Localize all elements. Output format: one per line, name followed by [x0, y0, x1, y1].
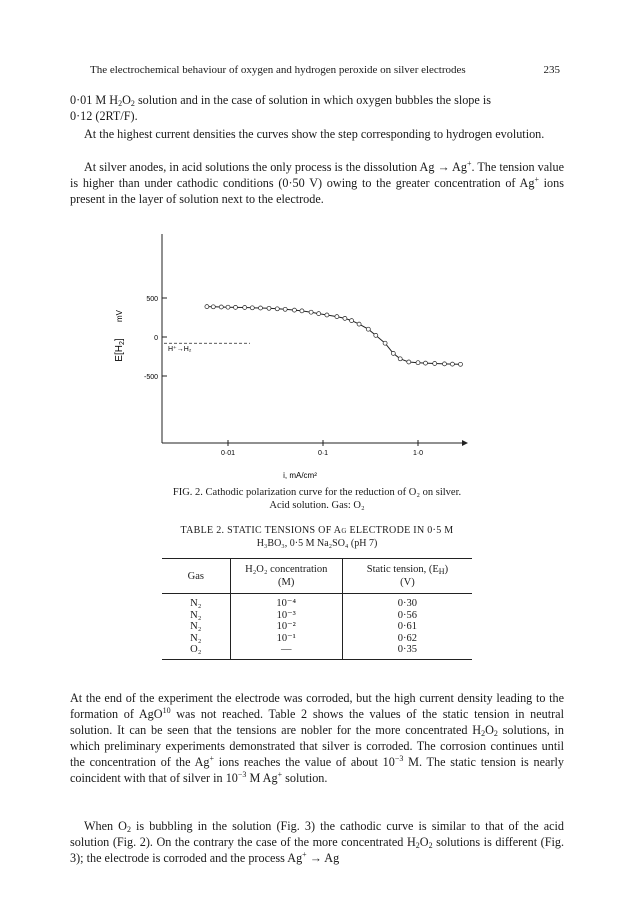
- figure-caption: [70, 486, 564, 512]
- paragraph-4: At the end of the experiment the electrode was corroded, but the high current density leading to the formation of AgO$^{10}$ was not reached. Table 2 shows the values of the static tension in neutral solution. It can be seen that the tensions are nobler for the more concentrated $H_2O_2$ solutions, in which preliminary experiments demonstrated that silver is corroded. The corrosion continues until the concentration of the Ag+ ions reaches the value of about $10^{-3}$ M. The static tension is nearly coincident with that of silver in $10^{-3}$ M Ag+ solution.: [70, 691, 564, 785]
- paragraph-5: When $O_2$ is bubbling in the solution (Fig. 3) the cathodic curve is similar to that of the acid solution (Fig. 2). On the contrary the case of the more concentrated $H_2O_2$ solutions is different (Fig. 3); the electrode is corroded and the process Ag+ → Ag: [70, 819, 564, 865]
- text: solution and in the case of solution in which oxygen bubbles the slope is: [134, 93, 491, 107]
- data-point: [391, 351, 395, 355]
- col-concentration-header: [231, 559, 343, 593]
- table-title: [70, 524, 564, 550]
- data-point: [243, 306, 247, 310]
- y-tick-label: -500: [143, 374, 158, 381]
- running-header: [90, 64, 560, 76]
- reference-line-label: H⁺→H₂: [168, 346, 192, 354]
- header-text: H₂O₂ concentration: [245, 564, 328, 575]
- data-point: [383, 341, 387, 345]
- subscript: 2: [118, 99, 123, 108]
- y-tick-label: 0: [154, 335, 158, 342]
- data-point: [450, 362, 454, 366]
- data-point: [335, 315, 339, 319]
- x-tick-label: 1·0: [412, 450, 424, 457]
- header-unit: (V): [400, 577, 415, 588]
- caption-line-2: Acid solution. Gas: O₂: [269, 500, 365, 511]
- data-point: [275, 307, 279, 311]
- data-point: [325, 313, 329, 317]
- data-point: [374, 333, 378, 337]
- x-axis-arrow: [462, 440, 468, 446]
- data-point: [226, 305, 230, 309]
- data-point: [267, 306, 271, 310]
- data-point: [259, 306, 263, 310]
- header-text: Static tension, $(E_H)$: [366, 564, 449, 576]
- table-title-line-2: H₃BO₃, 0·5 M Na₂SO₄ (pH 7): [256, 538, 378, 549]
- running-title: The electrochemical behaviour of oxygen and hydrogen peroxide on silver electrodes: [90, 64, 466, 76]
- cell-gas-4: O₂: [190, 644, 202, 655]
- cell-gas-1: N₂: [190, 609, 202, 621]
- paragraph-2: [70, 126, 564, 142]
- cell-tension-0: 0·30: [397, 598, 418, 609]
- data-point: [317, 312, 321, 316]
- cell-tension-1: 0·56: [397, 609, 418, 621]
- series-line: [207, 307, 461, 365]
- data-point: [219, 305, 223, 309]
- data-point: [250, 306, 254, 310]
- text: At silver anodes, in acid solutions the only process is the dissolution Ag → Ag: [84, 160, 467, 174]
- polarization-chart: [100, 228, 480, 484]
- text: At the highest current densities the curves show the step corresponding to hydrogen evolution.: [84, 127, 545, 141]
- subscript: 2: [130, 99, 135, 108]
- data-point: [424, 361, 428, 365]
- page-number: 235: [543, 64, 560, 76]
- cell-concentration-1: 10⁻³: [276, 609, 296, 621]
- x-tick-label: 0·01: [220, 450, 236, 457]
- x-axis-label: i, mA/cm²: [283, 471, 317, 480]
- col-tension-header: [343, 559, 472, 593]
- data-point: [343, 316, 347, 320]
- data-point: [357, 322, 361, 326]
- col-concentration: [231, 594, 343, 659]
- data-point: [211, 305, 215, 309]
- table-body: [162, 594, 472, 660]
- data-point: [443, 362, 447, 366]
- data-point: [309, 310, 313, 314]
- paragraph-3: [70, 159, 564, 207]
- table-header: [162, 558, 472, 594]
- data-point: [459, 362, 463, 366]
- y-axis-label: $E[H_2]$: [114, 338, 126, 362]
- cell-tension-4: 0·35: [397, 644, 418, 655]
- data-point: [350, 319, 354, 323]
- cell-tension-2: 0·61: [397, 621, 418, 632]
- text: 0·01 M H: [70, 93, 119, 107]
- data-point: [366, 327, 370, 331]
- text: . The tension value is higher than under cathodic conditions (0·50 V) owing to the greater concentration of Ag: [70, 160, 564, 190]
- cell-concentration-4: —: [280, 644, 292, 655]
- cell-tension-3: 0·62: [397, 632, 418, 644]
- col-gas-header: Gas: [162, 559, 231, 593]
- text: O: [122, 93, 131, 107]
- data-point: [205, 305, 209, 309]
- x-tick-label: 0·1: [317, 450, 329, 457]
- caption-line-1: FIG. 2. Cathodic polarization curve for the reduction of O₂ on silver.: [172, 487, 462, 498]
- text: 0·12 (2RT/F).: [70, 109, 138, 123]
- y-unit-label: mV: [115, 310, 124, 322]
- table-title-line-1: TABLE 2. STATIC TENSIONS OF Ag ELECTRODE IN 0·5 M: [180, 525, 454, 536]
- paragraph-1: [70, 92, 564, 124]
- data-point: [283, 307, 287, 311]
- cell-concentration-3: 10⁻¹: [276, 632, 296, 644]
- col-gas: [162, 594, 231, 659]
- data-point: [234, 305, 238, 309]
- data-point: [300, 309, 304, 313]
- cell-gas-3: N₂: [190, 632, 202, 644]
- data-point: [433, 362, 437, 366]
- superscript: +: [534, 175, 539, 184]
- y-tick-label: 500: [146, 296, 158, 303]
- static-tension-table: [162, 558, 472, 660]
- y-ticks: [144, 296, 167, 381]
- col-tension: [343, 594, 472, 659]
- header-unit: (M): [278, 577, 295, 588]
- data-point: [398, 357, 402, 361]
- cell-concentration-0: 10⁻⁴: [276, 598, 297, 609]
- cell-concentration-2: 10⁻²: [276, 621, 296, 632]
- cell-gas-2: N₂: [190, 621, 202, 632]
- data-point: [292, 308, 296, 312]
- superscript: +: [466, 159, 472, 168]
- text: ions present in the layer of solution next to the electrode.: [70, 176, 564, 206]
- cell-gas-0: N₂: [190, 598, 202, 609]
- data-point: [407, 360, 411, 364]
- data-point: [416, 361, 420, 365]
- data-points: [205, 305, 463, 367]
